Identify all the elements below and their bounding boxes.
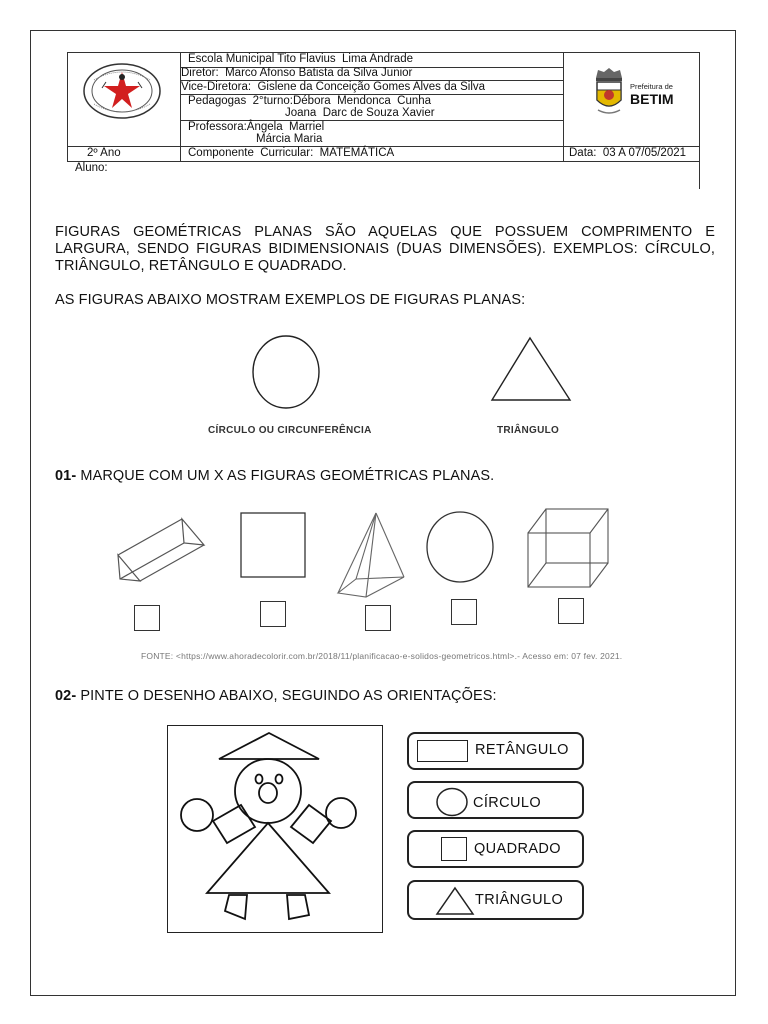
pedagogas: Pedagogas 2°turno:Débora Mendonca Cunha <box>188 95 432 107</box>
caption-circle: CÍRCULO OU CIRCUNFERÊNCIA <box>208 424 372 437</box>
legend-quadrado[interactable] <box>407 830 584 868</box>
professora-2: Márcia Maria <box>256 133 323 145</box>
betim-logo <box>588 64 688 120</box>
date: Data: 03 A 07/05/2021 <box>569 147 687 159</box>
examples-text: AS FIGURAS ABAIXO MOSTRAM EXEMPLOS DE FIGURAS PLANAS: <box>55 292 526 308</box>
q1-text <box>55 468 494 484</box>
rectangle-icon <box>417 740 468 762</box>
legend-triangulo[interactable] <box>407 880 584 920</box>
cube-figure <box>528 509 608 587</box>
answer-box-square[interactable] <box>260 601 286 627</box>
betim-big: BETIM <box>630 91 674 107</box>
example-circle <box>250 332 322 412</box>
example-triangle <box>488 334 574 404</box>
answer-box-cube[interactable] <box>558 598 584 624</box>
legend-label-triangulo: TRIÂNGULO <box>475 892 564 908</box>
legend-retangulo[interactable] <box>407 732 584 770</box>
q2-number: 02- <box>55 688 77 704</box>
q1-number: 01- <box>55 468 77 484</box>
q1-statement: MARQUE COM UM X AS FIGURAS GEOMÉTRICAS PLANAS. <box>76 468 495 484</box>
shape-figure-drawing[interactable] <box>167 725 383 933</box>
right-hand-circle <box>326 798 356 828</box>
vice-director: Vice-Diretora: Gislene da Conceição Gomes Alves da Silva <box>181 81 486 93</box>
right-arm-rect <box>291 805 331 843</box>
source-note: FONTE: <https://www.ahoradecolorir.com.br/2018/11/planificacao-e-solidos-geometricos.html>.- Acesso em: 07 fev. 2021. <box>141 651 623 661</box>
caption-triangle: TRIÂNGULO <box>497 424 560 437</box>
school-name: Escola Municipal Tito Flavius Lima Andrade <box>188 53 413 65</box>
q2-text <box>55 688 497 704</box>
q2-statement: PINTE O DESENHO ABAIXO, SEGUINDO AS ORIENTAÇÕES: <box>76 688 497 704</box>
intro-paragraph: FIGURAS GEOMÉTRICAS PLANAS SÃO AQUELAS QUE POSSUEM COMPRIMENTO E LARGURA, SENDO FIGURAS BIDIMENSIONAIS (DUAS DIMENSÕES). EXEMPLOS: CÍRCULO, TRIÂNGULO, RETÂNGULO E QUADRADO. <box>55 224 715 274</box>
professora: Professora:Ângela Marriel <box>188 121 325 133</box>
director: Diretor: Marco Afonso Batista da Silva Junior <box>181 67 413 79</box>
answer-box-pyramid[interactable] <box>365 605 391 631</box>
legend-label-retangulo: RETÂNGULO <box>475 742 569 758</box>
student-field[interactable]: Aluno: <box>75 162 108 174</box>
betim-crest-icon <box>592 66 626 118</box>
legend-label-quadrado: QUADRADO <box>474 841 561 857</box>
body-triangle <box>207 823 329 893</box>
school-logo <box>82 62 162 120</box>
hat-triangle <box>219 733 319 759</box>
circle-figure <box>427 512 493 582</box>
betim-small: Prefeitura de <box>630 82 673 91</box>
legend-circulo[interactable] <box>407 781 584 819</box>
square-icon <box>441 837 467 861</box>
left-leg <box>225 895 247 919</box>
right-leg <box>287 895 309 919</box>
circle-icon <box>435 787 469 817</box>
pedagogas-2: Joana Darc de Souza Xavier <box>285 107 435 119</box>
component: Componente Curricular: MATEMÁTICA <box>188 147 395 159</box>
nose-circle <box>259 783 277 803</box>
pyramid-figure <box>338 513 404 597</box>
triangle-icon <box>435 886 475 916</box>
left-hand-circle <box>181 799 213 831</box>
prism-figure <box>118 519 204 581</box>
answer-box-prism[interactable] <box>134 605 160 631</box>
left-arm-rect <box>213 805 255 843</box>
square-figure <box>241 513 305 577</box>
year: 2º Ano <box>87 147 121 159</box>
legend-label-circulo: CÍRCULO <box>473 795 542 811</box>
answer-box-circle[interactable] <box>451 599 477 625</box>
head-circle <box>235 759 301 823</box>
